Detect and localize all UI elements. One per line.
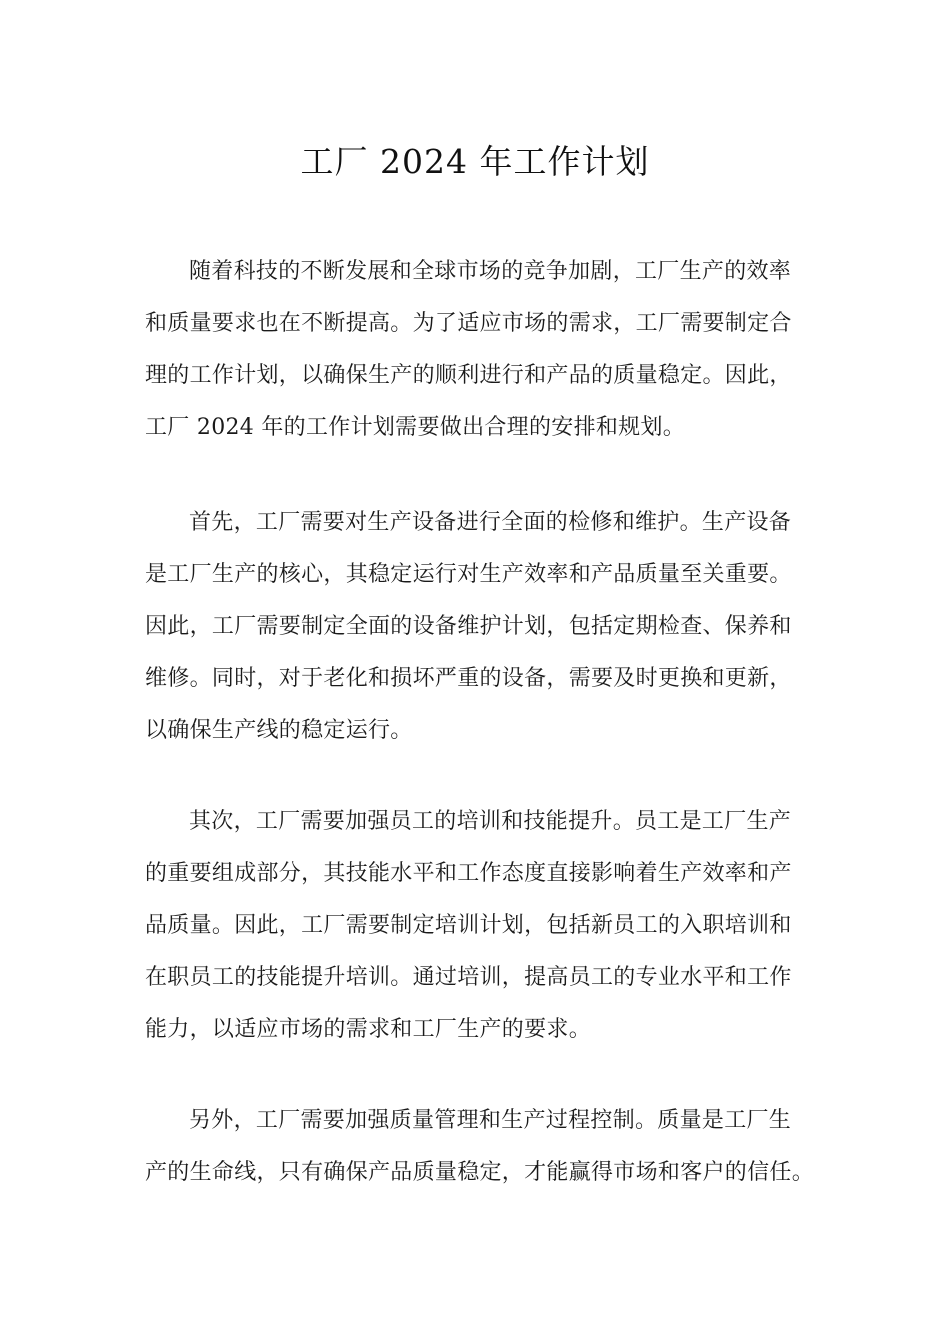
paragraph-line: 以确保生产线的稳定运行。 <box>145 718 413 743</box>
paragraph-line: 产的生命线，只有确保产品质量稳定，才能赢得市场和客户的信任。 <box>145 1160 815 1185</box>
paragraph-line: 因此，工厂需要制定全面的设备维护计划，包括定期检查、保养和 <box>145 614 792 639</box>
paragraph-line: 理的工作计划，以确保生产的顺利进行和产品的质量稳定。因此， <box>145 363 792 388</box>
paragraph-line: 品质量。因此，工厂需要制定培训计划，包括新员工的入职培训和 <box>145 913 792 938</box>
paragraph-line: 是工厂生产的核心，其稳定运行对生产效率和产品质量至关重要。 <box>145 562 792 587</box>
paragraph-line: 维修。同时，对于老化和损坏严重的设备，需要及时更换和更新， <box>145 666 792 691</box>
paragraph-line: 在职员工的技能提升培训。通过培训，提高员工的专业水平和工作 <box>145 965 792 990</box>
paragraph-line: 工厂 2024 年的工作计划需要做出合理的安排和规划。 <box>145 415 686 440</box>
paragraph-line: 首先，工厂需要对生产设备进行全面的检修和维护。生产设备 <box>189 510 792 535</box>
paragraph-line: 其次，工厂需要加强员工的培训和技能提升。员工是工厂生产 <box>189 809 792 834</box>
paragraph-line: 随着科技的不断发展和全球市场的竞争加剧，工厂生产的效率 <box>189 259 792 284</box>
document-title: 工厂 2024 年工作计划 <box>300 142 650 181</box>
paragraph-quality <box>145 1095 825 1199</box>
paragraph-intro <box>145 246 825 454</box>
paragraph-line: 和质量要求也在不断提高。为了适应市场的需求，工厂需要制定合 <box>145 311 792 336</box>
paragraph-line: 另外，工厂需要加强质量管理和生产过程控制。质量是工厂生 <box>189 1108 792 1133</box>
paragraph-training <box>145 796 825 1056</box>
paragraph-equipment <box>145 497 825 757</box>
paragraph-line: 能力，以适应市场的需求和工厂生产的要求。 <box>145 1017 592 1042</box>
paragraph-line: 的重要组成部分，其技能水平和工作态度直接影响着生产效率和产 <box>145 861 792 886</box>
